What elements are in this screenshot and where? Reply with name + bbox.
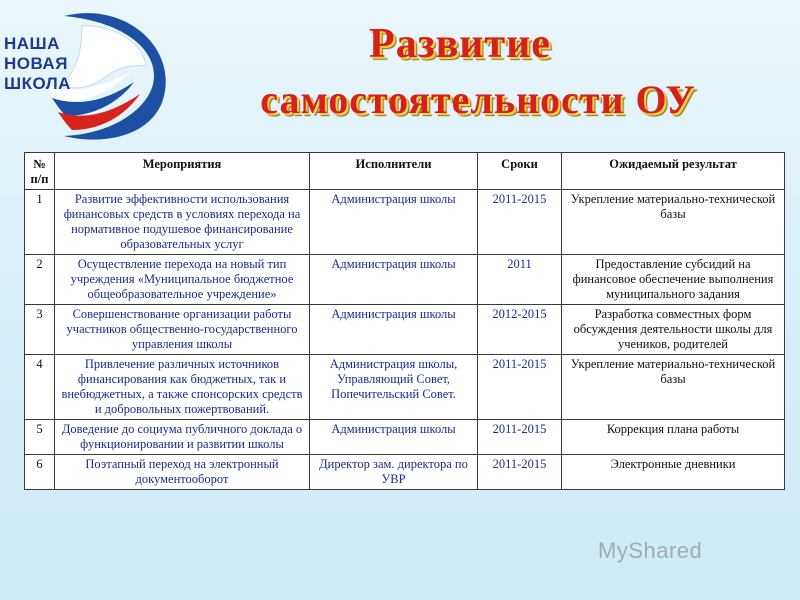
row-result: Разработка совместных форм обсуждения деятельности школы для учеников, родителей bbox=[562, 305, 785, 355]
header-result: Ожидаемый результат bbox=[562, 153, 785, 190]
logo bbox=[4, 6, 176, 144]
row-executor: Администрация школы bbox=[310, 255, 478, 305]
row-term: 2011-2015 bbox=[478, 355, 562, 420]
row-event: Привлечение различных источников финансирования как бюджетных, так и внебюджетных, а также спонсорских средств и добровольных пожертвований. bbox=[55, 355, 310, 420]
row-result: Электронные дневники bbox=[562, 455, 785, 490]
row-event: Совершенствование организации работы участников общественно-государственного управления школы bbox=[55, 305, 310, 355]
page-title-line-2: самостоятельности ОУ bbox=[260, 77, 696, 122]
row-number: 5 bbox=[25, 420, 55, 455]
row-term: 2011-2015 bbox=[478, 190, 562, 255]
row-result: Коррекция плана работы bbox=[562, 420, 785, 455]
row-number: 4 bbox=[25, 355, 55, 420]
row-result: Укрепление материально-технической базы bbox=[562, 355, 785, 420]
row-event: Осуществление перехода на новый тип учреждения «Муниципальное бюджетное общеобразовательное учреждение» bbox=[55, 255, 310, 305]
row-event: Поэтапный переход на электронный документооборот bbox=[55, 455, 310, 490]
row-number: 3 bbox=[25, 305, 55, 355]
logo-line-3: ШКОЛА bbox=[4, 74, 71, 93]
table-row bbox=[25, 255, 785, 305]
watermark: MyShared bbox=[598, 538, 703, 563]
header-number: № п/п bbox=[25, 153, 55, 190]
row-number: 6 bbox=[25, 455, 55, 490]
row-term: 2011-2015 bbox=[478, 455, 562, 490]
row-term: 2012-2015 bbox=[478, 305, 562, 355]
row-number: 2 bbox=[25, 255, 55, 305]
row-executor: Директор зам. директора по УВР bbox=[310, 455, 478, 490]
row-term: 2011 bbox=[478, 255, 562, 305]
table-row bbox=[25, 355, 785, 420]
row-event: Развитие эффективности использования финансовых средств в условиях перехода на нормативное подушевое финансирование образовательных услуг bbox=[55, 190, 310, 255]
table-row bbox=[25, 420, 785, 455]
table-row bbox=[25, 305, 785, 355]
row-number: 1 bbox=[25, 190, 55, 255]
table-row bbox=[25, 190, 785, 255]
table-row bbox=[25, 455, 785, 490]
logo-line-1: НАША bbox=[4, 34, 60, 53]
row-executor: Администрация школы bbox=[310, 305, 478, 355]
row-term: 2011-2015 bbox=[478, 420, 562, 455]
logo-line-2: НОВАЯ bbox=[4, 54, 68, 73]
logo-text bbox=[4, 34, 71, 94]
row-executor: Администрация школы bbox=[310, 420, 478, 455]
header-executors: Исполнители bbox=[310, 153, 478, 190]
row-result: Укрепление материально-технической базы bbox=[562, 190, 785, 255]
row-event: Доведение до социума публичного доклада о функционировании и развитии школы bbox=[55, 420, 310, 455]
row-executor: Администрация школы bbox=[310, 190, 478, 255]
row-executor: Администрация школы, Управляющий Совет, Попечительский Совет. bbox=[310, 355, 478, 420]
header-terms: Сроки bbox=[478, 153, 562, 190]
page-title-line-1: Развитие bbox=[369, 21, 551, 67]
plan-table bbox=[24, 152, 785, 490]
table-header-row bbox=[25, 153, 785, 190]
plan-table-wrapper bbox=[24, 152, 784, 490]
header-events: Мероприятия bbox=[55, 153, 310, 190]
row-result: Предоставление субсидий на финансовое обеспечение выполнения муниципального задания bbox=[562, 255, 785, 305]
